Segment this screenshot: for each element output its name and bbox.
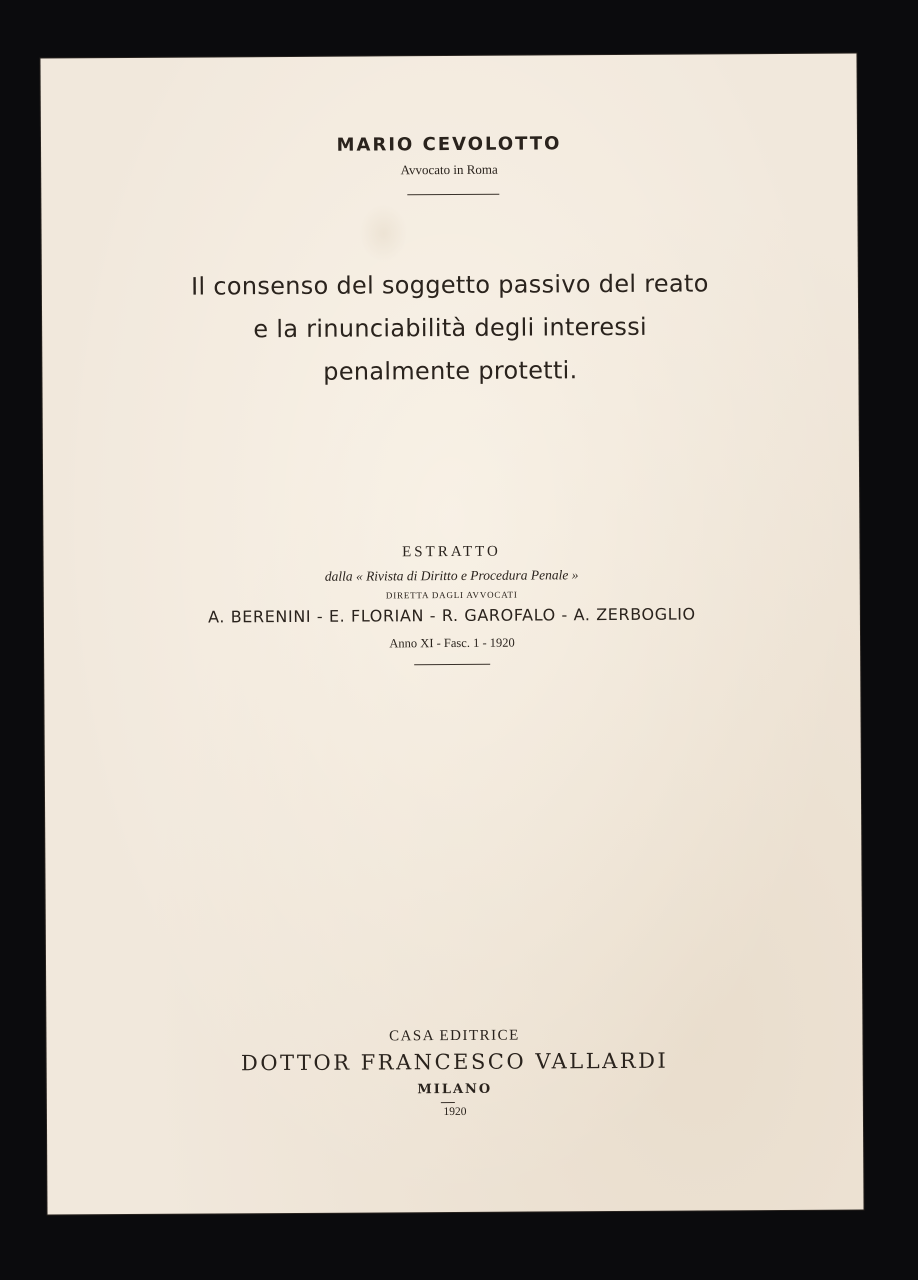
extract-issue: Anno XI - Fasc. 1 - 1920 <box>389 635 515 651</box>
extract-label: ESTRATTO <box>402 543 501 561</box>
publisher-name: DOTTOR FRANCESCO VALLARDI <box>240 1048 669 1076</box>
extract-editors: A. BERENINI - E. FLORIAN - R. GAROFALO - A. ZERBOGLIO <box>207 604 696 627</box>
title-line: Il consenso del soggetto passivo del reato <box>191 269 709 301</box>
document-title <box>42 262 859 396</box>
publisher-label: CASA EDITRICE <box>389 1027 520 1045</box>
divider-rule <box>441 1102 455 1103</box>
title-line: penalmente protetti. <box>323 356 578 386</box>
title-line: e la rinunciabilità degli interessi <box>253 312 648 344</box>
author-role: Avvocato in Roma <box>400 161 498 178</box>
extract-source: dalla « Rivista di Diritto e Procedura Penale » <box>324 567 579 584</box>
faded-stamp <box>359 204 407 262</box>
divider-rule <box>407 194 499 196</box>
extract-directed-by: DIRETTA DAGLI AVVOCATI <box>385 589 518 601</box>
publication-year: 1920 <box>443 1105 467 1119</box>
document-page <box>40 54 863 1215</box>
publisher-city: MILANO <box>417 1081 493 1098</box>
author-name: MARIO CEVOLOTTO <box>336 133 562 156</box>
divider-rule <box>414 664 490 665</box>
